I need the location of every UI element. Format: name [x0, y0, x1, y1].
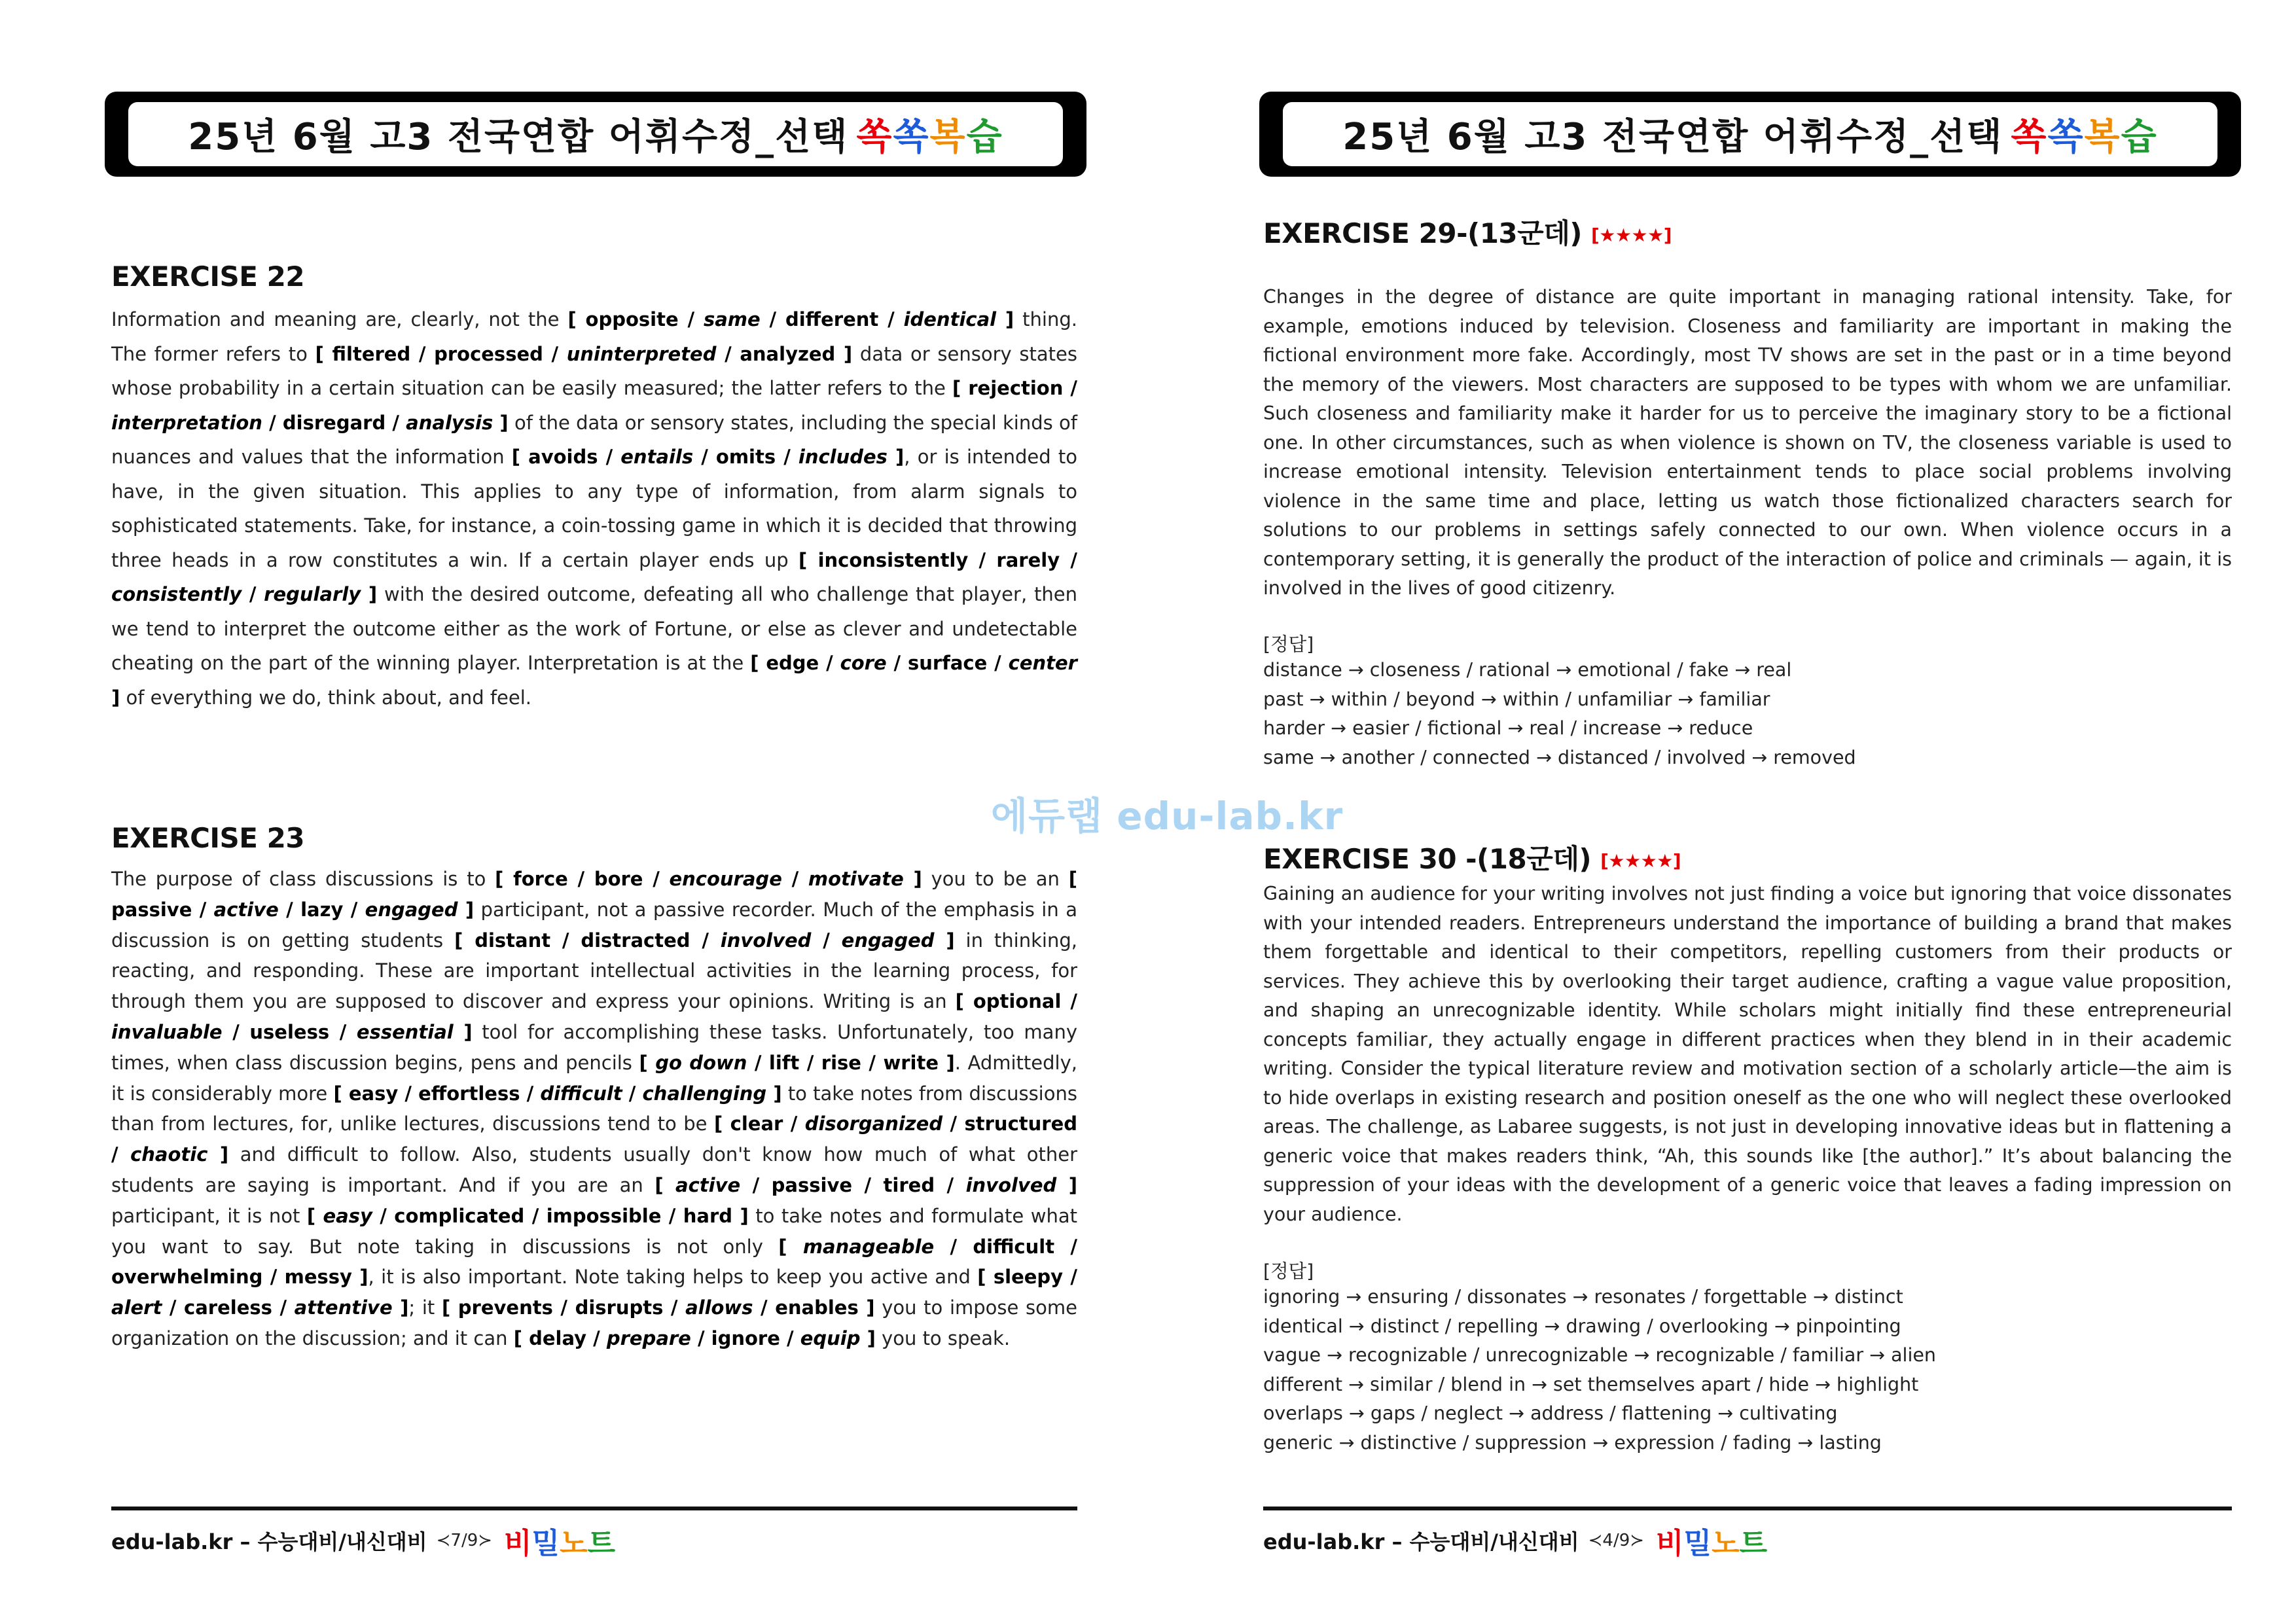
option-word: center [1008, 652, 1077, 674]
option-word: force [513, 868, 568, 890]
answer-line: identical → distinct / repelling → drawing / overlooking → pinpointing [1263, 1315, 1901, 1337]
exercise-23-title: EXERCISE 23 [111, 822, 305, 854]
option-word: impossible [546, 1204, 662, 1227]
exercise-29-title-text: EXERCISE 29-(13군데) [1263, 217, 1582, 249]
header-title [128, 102, 1063, 166]
answer-line: vague → recognizable / unrecognizable → recognizable / familiar → alien [1263, 1344, 1936, 1366]
footer-page-number: ≺7/9≻ [436, 1531, 493, 1550]
answer-line: same → another / connected → distanced / involved → removed [1263, 746, 1856, 768]
option-group: [ avoids / entails / omits / includes ] [511, 446, 905, 468]
exercise-30-answer-label: [정답] [1263, 1260, 1314, 1282]
option-word: delay [529, 1327, 587, 1349]
header-title-text: 25년 6월 고3 전국연합 어휘수정_선택 [188, 116, 849, 158]
title-colored-char: 복 [2084, 116, 2121, 158]
option-word: disregard [282, 411, 386, 434]
answer-line: ignoring → ensuring / dissonates → resonates / forgettable → distinct [1263, 1286, 1903, 1308]
answer-line: overlaps → gaps / neglect → address / flattening → cultivating [1263, 1402, 1838, 1424]
difficulty-stars: [★★★★] [1600, 850, 1681, 872]
option-word: consistently [111, 583, 242, 605]
option-word: filtered [332, 342, 411, 365]
option-group: [ optional / invaluable / useless / essential ] [111, 990, 1077, 1043]
option-group: [ prevents / disrupts / allows / enables ] [441, 1296, 875, 1319]
option-group: [ easy / complicated / impossible / hard ] [306, 1204, 749, 1227]
option-group: [ manageable / difficult / overwhelming / messy ] [111, 1235, 1077, 1289]
option-word: useless [249, 1020, 330, 1043]
option-word: core [840, 652, 887, 674]
exercise-30-title [1263, 838, 1681, 877]
watermark: 에듀랩 edu-lab.kr [991, 794, 1344, 838]
option-word: same [703, 308, 761, 330]
option-word: analysis [406, 411, 493, 434]
option-group: [ sleepy / alert / careless / attentive ] [111, 1266, 1077, 1319]
option-word: easy [323, 1204, 372, 1227]
footer [1263, 1520, 1767, 1561]
header-title-colored [2011, 108, 2157, 160]
header-title-colored [856, 108, 1003, 160]
option-word: active [213, 898, 279, 921]
option-word: optional [973, 990, 1062, 1013]
option-word: entails [620, 446, 694, 468]
exercise-23-body: The purpose of class discussions is to [ force / bore / encourage / motivate ] you to be an [ passive / active / lazy / engaged ] participant, not a passive recorder. Much of the emphasis in a discussion is on getting students [ distant / distracted / involved / engaged ] in thinking, reacting, and responding. These are important intellectual activities in the learning process, for through them you are supposed to discover and express your opinions. Writing is an [ optional / invaluable / useless / essential ] tool for accomplishing these tasks. Unfortunately, too many times, when class discussion begins, pens and pencils [ go down / lift / rise / write ]. Admittedly, it is considerably more [ easy / effortless / difficult / challenging ] to take notes from discussions than from lectures, for, unlike lectures, discussions tend to be [ clear / disorganized / structured / chaotic ] and difficult to follow. Also, students usually don't know how much of what other students are saying is important. And if you are an [ active / passive / tired / involved ] participant, it is not [ easy / complicated / impossible / hard ] to take notes and formulate what you want to say. But note taking in discussions is not only [ manageable / difficult / overwhelming / messy ], it is also important. Note taking helps to keep you active and [ sleepy / alert / careless / attentive ]; it [ prevents / disrupts / allows / enables ] you to impose some organization on the discussion; and it can [ delay / prepare / ignore / equip ] you to speak. [111, 868, 1077, 1349]
option-word: disrupts [575, 1296, 664, 1319]
option-word: involved [965, 1173, 1057, 1196]
option-word: messy [284, 1266, 352, 1289]
exercise-29-answer-label: [정답] [1263, 633, 1314, 655]
footer-brand-char: 노 [1712, 1527, 1740, 1560]
option-word: attentive [294, 1296, 393, 1319]
option-word: rejection [968, 377, 1064, 399]
option-group: [ go down / lift / rise / write ] [639, 1051, 955, 1074]
option-group: [ passive / active / lazy / engaged ] [111, 868, 1077, 921]
option-word: surface [908, 652, 988, 674]
option-word: invaluable [111, 1020, 223, 1043]
option-word: rarely [996, 548, 1060, 571]
title-colored-char: 습 [2121, 116, 2158, 158]
title-colored-char: 쏙 [2047, 116, 2085, 158]
option-word: motivate [808, 868, 904, 890]
option-word: allows [685, 1296, 753, 1319]
option-word: passive [111, 898, 192, 921]
footer-divider [111, 1507, 1077, 1510]
option-word: difficult [973, 1235, 1055, 1258]
option-word: omits [715, 446, 776, 468]
answer-line: past → within / beyond → within / unfamiliar → familiar [1263, 688, 1770, 710]
answer-line: generic → distinctive / suppression → expression / fading → lasting [1263, 1431, 1882, 1454]
option-word: lift [768, 1051, 800, 1074]
header-banner [1259, 92, 2241, 177]
option-word: processed [434, 342, 543, 365]
header-title-text: 25년 6월 고3 전국연합 어휘수정_선택 [1342, 116, 2003, 158]
footer-brand-char: 트 [587, 1527, 616, 1560]
option-word: challenging [642, 1082, 767, 1105]
option-word: effortless [418, 1082, 520, 1105]
option-word: prevents [457, 1296, 553, 1319]
option-word: bore [594, 868, 643, 890]
option-word: go down [655, 1051, 747, 1074]
option-word: prepare [606, 1327, 691, 1349]
option-word: chaotic [130, 1143, 208, 1166]
option-word: clear [730, 1113, 783, 1135]
option-word: includes [798, 446, 888, 468]
option-word: structured [964, 1113, 1077, 1135]
option-group: [ active / passive / tired / involved ] [655, 1173, 1077, 1196]
option-word: involved [720, 929, 812, 952]
option-group: [ distant / distracted / involved / engaged ] [454, 929, 955, 952]
exercise-22-title: EXERCISE 22 [111, 260, 305, 293]
option-word: essential [356, 1020, 454, 1043]
footer-brand [504, 1520, 615, 1561]
option-word: sleepy [993, 1266, 1064, 1289]
option-word: edge [766, 652, 819, 674]
option-word: passive [771, 1173, 853, 1196]
option-word: interpretation [111, 411, 262, 434]
option-group: [ filtered / processed / uninterpreted / analyzed ] [315, 342, 853, 365]
option-word: overwhelming [111, 1266, 263, 1289]
footer-site: edu-lab.kr – 수능대비/내신대비 [1263, 1529, 1579, 1554]
exercise-30-body: Gaining an audience for your writing involves not just finding a voice but ignoring that voice dissonates with your intended readers. Entrepreneurs understand the importance of building a brand that makes them forgettable and identical to their competitors, repelling customers from their products or services. They achieve this by overlooking their target audience, crafting a vague value proposition, and shaping an unrecognizable identity. While scholars might initially find these entrepreneurial concepts familiar, they actually engage in different practices when they blend in in their academic writing. Consider the typical literature review and motivation section of a scholarly article—the aim is to hide overlaps in existing research and position oneself as the one who will neglect these overlooked areas. The challenge, as Labaree suggests, is not just in developing innovative ideas but in flattening a generic voice that makes readers think, “Ah, this sounds like [the author].” It’s about balancing the suppression of your ideas with the development of a generic voice that leaves a fading impression on your audience. [1263, 883, 2232, 1225]
option-word: manageable [802, 1235, 935, 1258]
footer-brand [1656, 1520, 1767, 1561]
option-word: encourage [669, 868, 782, 890]
answer-line: harder → easier / fictional → real / increase → reduce [1263, 717, 1753, 739]
exercise-29-title [1263, 212, 1672, 251]
difficulty-stars: [★★★★] [1590, 224, 1672, 246]
header-title [1283, 102, 2217, 166]
option-word: tired [883, 1173, 935, 1196]
option-word: equip [800, 1327, 861, 1349]
option-word: inconsistently [817, 548, 969, 571]
footer-brand-char: 밀 [531, 1527, 560, 1560]
title-colored-char: 습 [966, 116, 1003, 158]
title-colored-char: 쏙 [856, 116, 893, 158]
footer-brand-char: 트 [1739, 1527, 1768, 1560]
exercise-29-body: Changes in the degree of distance are quite important in managing rational intensity. Take, for example, emotions induced by television. Closeness and familiarity are important in making the fictional environment more fake. Accordingly, most TV shows are set in the past or in a time beyond the memory of the viewers. Most characters are supposed to be types with whom we are unfamiliar. Such closeness and familiarity make it harder for us to perceive the imaginary story to be a fictional one. In other circumstances, such as when violence is shown on TV, the closeness variable is used to increase emotional intensity. Television entertainment tends to place social problems involving violence in the same time and place, letting us watch those fictionalized characters search for solutions to our problems in settings safely connected to our own. When violence occurs in a contemporary setting, it is generally the product of the interaction of police and criminals — again, it is involved in the lives of good citizenry. [1263, 286, 2232, 599]
title-colored-char: 쏙 [893, 116, 930, 158]
option-word: alert [111, 1296, 162, 1319]
option-word: engaged [841, 929, 935, 952]
option-group: [ force / bore / encourage / motivate ] [495, 868, 922, 890]
option-word: hard [683, 1204, 733, 1227]
option-word: opposite [585, 308, 679, 330]
header-banner [105, 92, 1086, 177]
option-word: distracted [581, 929, 691, 952]
option-group: [ clear / disorganized / structured / chaotic ] [111, 1113, 1077, 1166]
option-word: identical [903, 308, 997, 330]
option-word: different [785, 308, 879, 330]
option-word: write [883, 1051, 939, 1074]
option-word: disorganized [804, 1113, 943, 1135]
title-colored-char: 복 [929, 116, 967, 158]
option-word: active [675, 1173, 741, 1196]
title-colored-char: 쏙 [2011, 116, 2048, 158]
option-word: rise [821, 1051, 861, 1074]
option-word: engaged [365, 898, 458, 921]
option-word: easy [348, 1082, 399, 1105]
footer-divider [1263, 1507, 2232, 1510]
footer [111, 1520, 615, 1561]
footer-brand-char: 밀 [1683, 1527, 1712, 1560]
option-word: complicated [394, 1204, 525, 1227]
option-word: careless [184, 1296, 272, 1319]
exercise-30-title-text: EXERCISE 30 -(18군데) [1263, 843, 1592, 875]
option-group: [ inconsistently / rarely / consistently / regularly ] [111, 548, 1077, 605]
option-word: distant [475, 929, 551, 952]
footer-site: edu-lab.kr – 수능대비/내신대비 [111, 1529, 427, 1554]
option-group: [ delay / prepare / ignore / equip ] [513, 1327, 876, 1349]
option-group: [ easy / effortless / difficult / challenging ] [333, 1082, 782, 1105]
option-word: lazy [300, 898, 344, 921]
option-word: regularly [264, 583, 361, 605]
option-word: difficult [540, 1082, 622, 1105]
option-word: analyzed [740, 342, 836, 365]
option-word: ignore [711, 1327, 780, 1349]
option-word: avoids [528, 446, 598, 468]
option-group: [ rejection / interpretation / disregard / analysis ] [111, 377, 1077, 434]
option-word: enables [775, 1296, 859, 1319]
answer-line: distance → closeness / rational → emotional / fake → real [1263, 659, 1792, 681]
footer-brand-char: 비 [1656, 1527, 1684, 1560]
option-group: [ opposite / same / different / identical ] [567, 308, 1014, 330]
answer-line: different → similar / blend in → set themselves apart / hide → highlight [1263, 1373, 1919, 1395]
option-word: uninterpreted [566, 342, 717, 365]
exercise-22-body: Information and meaning are, clearly, not the [ opposite / same / different / identical ] thing. The former refers to [ filtered / processed / uninterpreted / analyzed ] data or sensory states whose probability in a certain situation can be easily measured; the latter refers to the [ rejection / interpretation / disregard / analysis ] of the data or sensory states, including the special kinds of nuances and values that the information [ avoids / entails / omits / includes ], or is intended to have, in the given situation. This applies to any type of information, from alarm signals to sophisticated statements. Take, for instance, a coin-tossing game in which it is decided that throwing three heads in a row constitutes a win. If a certain player ends up [ inconsistently / rarely / consistently / regularly ] with the desired outcome, defeating all who challenge that player, then we tend to interpret the outcome either as the work of Fortune, or else as clever and undetectable cheating on the part of the winning player. Interpretation is at the [ edge / core / surface / center ] of everything we do, think about, and feel. [111, 308, 1077, 709]
option-group: [ edge / core / surface / center ] [111, 652, 1077, 709]
footer-brand-char: 노 [560, 1527, 588, 1560]
footer-page-number: ≺4/9≻ [1588, 1531, 1645, 1550]
footer-brand-char: 비 [504, 1527, 532, 1560]
